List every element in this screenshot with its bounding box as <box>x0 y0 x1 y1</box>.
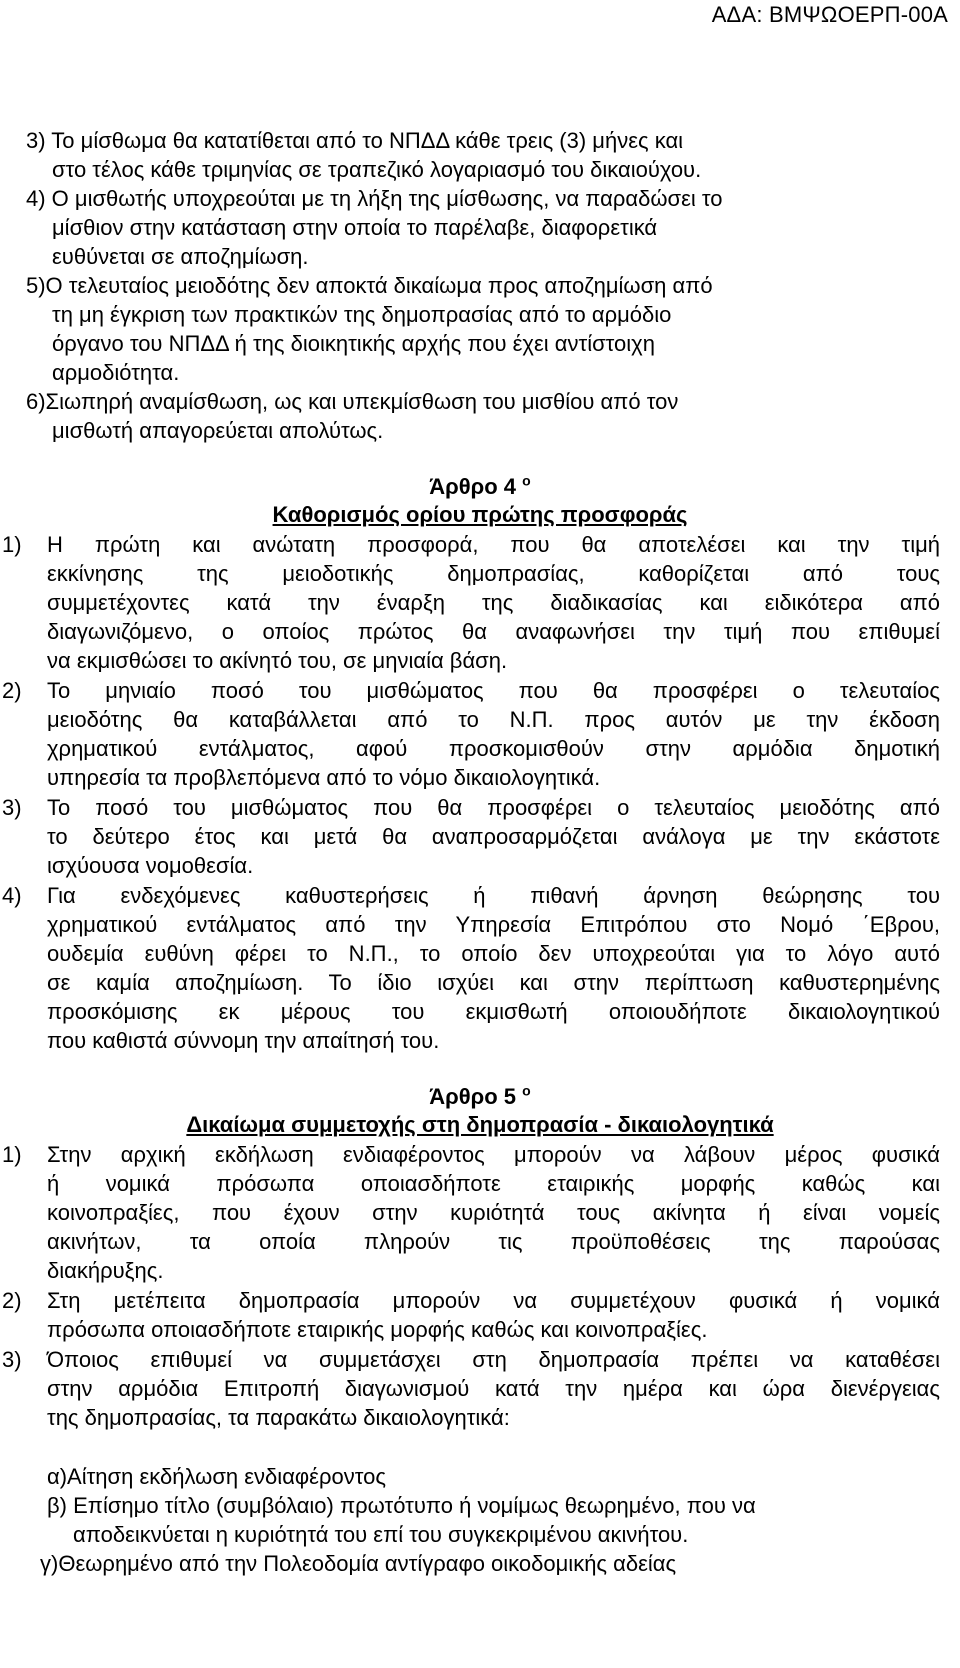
article-4-item-3-number: 3) <box>2 795 22 820</box>
article-4-item-4-line-2: χρηματικού εντάλματος από την Υπηρεσία Επιτρόπου στο Νομό ΄Εβρου, <box>47 912 940 937</box>
intro-paragraph-4-line-2: μίσθιον στην κατάσταση στην οποία το παρέλαβε, διαφορετικά <box>52 215 658 240</box>
article-5-item-1-line-4: ακινήτων, τα οποία πληρούν τις προϋποθέσεις της παρούσας <box>47 1229 940 1254</box>
document-item-a: α)Αίτηση εκδήλωση ενδιαφέροντος <box>47 1464 386 1489</box>
article-4-item-4-line-5: προσκόμισης εκ μέρους του εκμισθωτή οποιουδήποτε δικαιολογητικού <box>47 999 940 1024</box>
intro-paragraph-5-line-1: 5)Ο τελευταίος μειοδότης δεν αποκτά δικαίωμα προς αποζημίωση από <box>26 273 713 298</box>
article-4-item-2-line-4: υπηρεσία τα προβλεπόμενα από το νόμο δικαιολογητικά. <box>47 765 601 790</box>
article-5-item-1-line-2: ή νομικά πρόσωπα οποιασδήποτε εταιρικής μορφής καθώς και <box>47 1171 940 1196</box>
article-5-item-3-line-2: στην αρμόδια Επιτροπή διαγωνισμού κατά την ημέρα και ώρα διενέργειας <box>47 1376 940 1401</box>
article-4-item-1-line-4: διαγωνιζόμενο, ο οποίος πρώτος θα αναφωνήσει την τιμή που επιθυμεί <box>47 619 940 644</box>
article-4-item-2-line-2: μειοδότης θα καταβάλλεται από το Ν.Π. προς αυτόν με την έκδοση <box>47 707 940 732</box>
article-4-item-2-line-1: Το μηνιαίο ποσό του μισθώματος που θα προσφέρει ο τελευταίος <box>47 678 940 703</box>
article-5-item-3-line-1: Όποιος επιθυμεί να συμμετάσχει στη δημοπρασία πρέπει να καταθέσει <box>47 1347 940 1372</box>
intro-paragraph-4-line-3: ευθύνεται σε αποζημίωση. <box>52 244 309 269</box>
article-4-item-4-number: 4) <box>2 883 22 908</box>
intro-paragraph-6-line-1: 6)Σιωπηρή αναμίσθωση, ως και υπεκμίσθωση του μισθίου από τον <box>26 389 679 414</box>
article-5-item-2-number: 2) <box>2 1288 22 1313</box>
document-item-b-line-1: β) Επίσημο τίτλο (συμβόλαιο) πρωτότυπο ή νομίμως θεωρημένο, που να <box>47 1493 756 1518</box>
article-4-item-1-line-3: συμμετέχοντες κατά την έναρξη της διαδικασίας και ειδικότερα από <box>47 590 940 615</box>
article-4-item-4-line-1: Για ενδεχόμενες καθυστερήσεις ή πιθανή άρνηση θεώρησης του <box>47 883 940 908</box>
article-4-item-2-number: 2) <box>2 678 22 703</box>
article-4-item-3-line-1: Το ποσό του μισθώματος που θα προσφέρει ο τελευταίος μειοδότης από <box>47 795 940 820</box>
article-4-item-1-line-1: Η πρώτη και ανώτατη προσφορά, που θα αποτελέσει και την τιμή <box>47 532 940 557</box>
article-5-item-2-line-1: Στη μετέπειτα δημοπρασία μπορούν να συμμετέχουν φυσικά ή νομικά <box>47 1288 940 1313</box>
article-4-item-3-line-3: ισχύουσα νομοθεσία. <box>47 853 254 878</box>
article-5-item-1-line-3: κοινοπραξίες, που έχουν στην κυριότητά τους ακίνητα ή είναι νομείς <box>47 1200 940 1225</box>
article-5-item-3-number: 3) <box>2 1347 22 1372</box>
article-4-item-3-line-2: το δεύτερο έτος και μετά θα αναπροσαρμόζεται ανάλογα με την εκάστοτε <box>47 824 940 849</box>
article-4-item-4-line-3: ουδεμία ευθύνη φέρει το Ν.Π., το οποίο δεν υποχρεούται για το λόγο αυτό <box>47 941 940 966</box>
article-4-item-1-line-5: να εκμισθώσει το ακίνητό του, σε μηνιαία βάση. <box>47 648 508 673</box>
intro-paragraph-3-line-1: 3) Το μίσθωμα θα κατατίθεται από το ΝΠΔΔ κάθε τρεις (3) μήνες και <box>26 128 684 153</box>
article-5-item-2-line-2: πρόσωπα οποιασδήποτε εταιρικής μορφής καθώς και κοινοπραξίες. <box>47 1317 708 1342</box>
article-4-item-1-number: 1) <box>2 532 22 557</box>
article-5-item-1-line-5: διακήρυξης. <box>47 1258 164 1283</box>
intro-paragraph-3-line-2: στο τέλος κάθε τριμηνίας σε τραπεζικό λογαριασμό του δικαιούχου. <box>52 157 702 182</box>
intro-paragraph-5-line-2: τη μη έγκριση των πρακτικών της δημοπρασίας από το αρμόδιο <box>52 302 672 327</box>
article-4-subtitle: Καθορισμός ορίου πρώτης προσφοράς <box>272 502 688 527</box>
intro-paragraph-6-line-2: μισθωτή απαγορεύεται απολύτως. <box>52 418 384 443</box>
intro-paragraph-5-line-4: αρμοδιότητα. <box>52 360 180 385</box>
article-4-item-4-line-4: σε καμία αποζημίωση. Το ίδιο ισχύει και στην περίπτωση καθυστερημένης <box>47 970 940 995</box>
intro-paragraph-4-line-1: 4) Ο μισθωτής υποχρεούται με τη λήξη της μίσθωσης, να παραδώσει το <box>26 186 723 211</box>
document-item-b-line-2: αποδεικνύεται η κυριότητά του επί του συγκεκριμένου ακινήτου. <box>73 1522 689 1547</box>
article-4-item-2-line-3: χρηματικού εντάλματος, αφού προσκομισθούν στην αρμόδια δημοτική <box>47 736 940 761</box>
article-5-subtitle: Δικαίωμα συμμετοχής στη δημοπρασία - δικαιολογητικά <box>186 1112 774 1137</box>
article-5-title: Άρθρο 5 $^o$ <box>429 1082 531 1109</box>
article-4-item-1-line-2: εκκίνησης της μειοδοτικής δημοπρασίας, καθορίζεται από τους <box>47 561 940 586</box>
document-ada-code: ΑΔΑ: ΒΜΨΩΟΕΡΠ-00Α <box>711 2 948 27</box>
article-5-item-1-number: 1) <box>2 1142 22 1167</box>
intro-paragraph-5-line-3: όργανο του ΝΠΔΔ ή της διοικητικής αρχής που έχει αντίστοιχη <box>52 331 655 356</box>
document-item-g: γ)Θεωρημένο από την Πολεοδομία αντίγραφο οικοδομικής αδείας <box>40 1551 677 1576</box>
article-5-item-1-line-1: Στην αρχική εκδήλωση ενδιαφέροντος μπορούν να λάβουν μέρος φυσικά <box>47 1142 940 1167</box>
article-4-title: Άρθρο 4 $^o$ <box>429 472 531 499</box>
article-5-item-3-line-3: της δημοπρασίας, τα παρακάτω δικαιολογητικά: <box>47 1405 510 1430</box>
article-4-item-4-line-6: που καθιστά σύννομη την απαίτησή του. <box>47 1028 440 1053</box>
